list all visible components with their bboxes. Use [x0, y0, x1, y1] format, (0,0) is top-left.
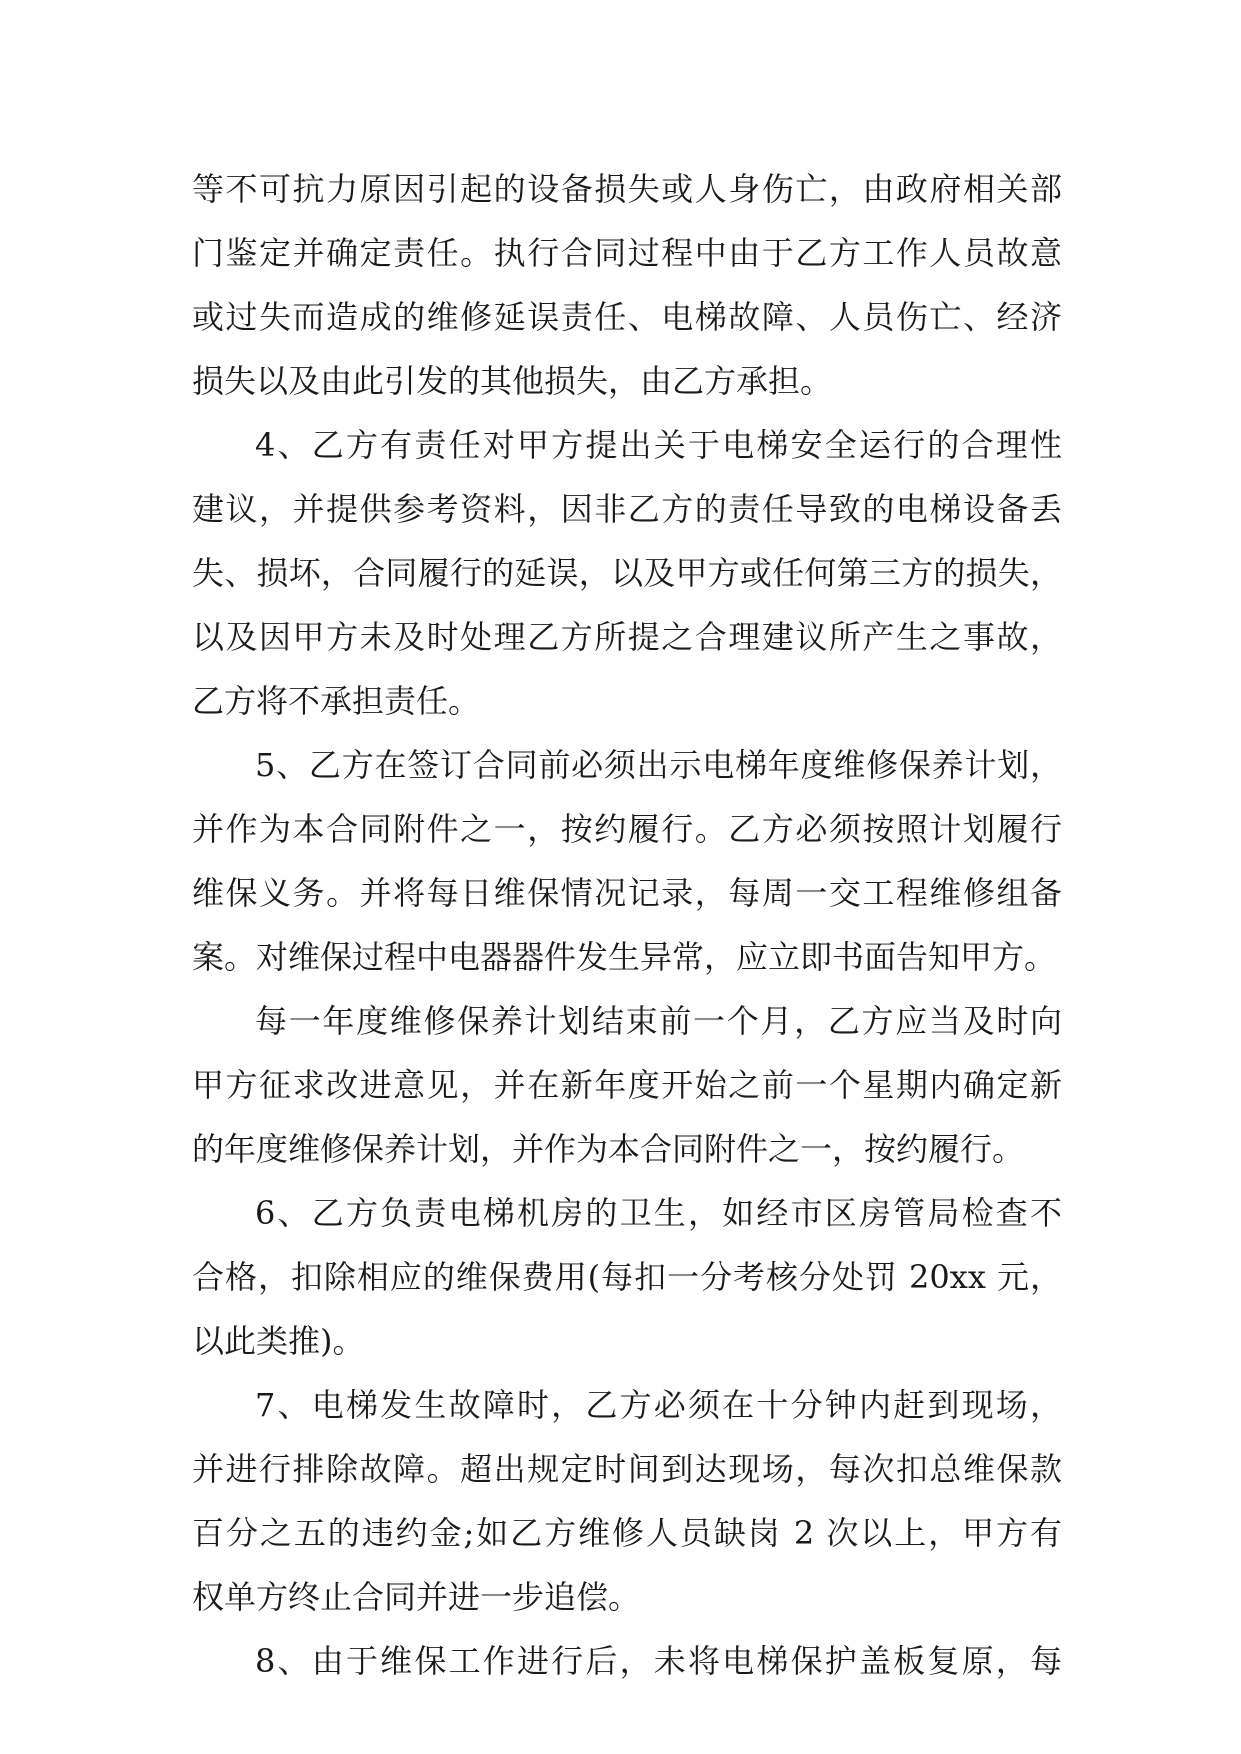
text-line: 6、乙方负责电梯机房的卫生，如经市区房管局检查不	[255, 1194, 1062, 1232]
text-line: 4、乙方有责任对甲方提出关于电梯安全运行的合理性	[255, 426, 1062, 464]
text-line: 5、乙方在签订合同前必须出示电梯年度维修保养计划，	[255, 746, 1062, 784]
text-line: 合格，扣除相应的维保费用(每扣一分考核分处罚 20xx 元，	[192, 1258, 1062, 1296]
text-line: 乙方将不承担责任。	[192, 682, 481, 720]
text-line: 失、损坏，合同履行的延误，以及甲方或任何第三方的损失，	[192, 554, 1062, 592]
text-line: 等不可抗力原因引起的设备损失或人身伤亡，由政府相关部	[192, 170, 1062, 208]
text-line: 7、电梯发生故障时，乙方必须在十分钟内赶到现场，	[255, 1386, 1062, 1424]
text-line: 权单方终止合同并进一步追偿。	[192, 1578, 641, 1616]
text-line: 百分之五的违约金;如乙方维修人员缺岗 2 次以上，甲方有	[192, 1514, 1062, 1552]
text-line: 损失以及由此引发的其他损失，由乙方承担。	[192, 362, 833, 400]
text-line: 以此类推)。	[192, 1322, 365, 1360]
text-line: 门鉴定并确定责任。执行合同过程中由于乙方工作人员故意	[192, 234, 1062, 272]
text-line: 甲方征求改进意见，并在新年度开始之前一个星期内确定新	[192, 1066, 1062, 1104]
text-line: 建议，并提供参考资料，因非乙方的责任导致的电梯设备丢	[192, 490, 1062, 528]
text-line: 维保义务。并将每日维保情况记录，每周一交工程维修组备	[192, 874, 1062, 912]
text-line: 以及因甲方未及时处理乙方所提之合理建议所产生之事故，	[192, 618, 1062, 656]
text-line: 8、由于维保工作进行后，未将电梯保护盖板复原，每	[255, 1642, 1062, 1680]
document-body	[192, 157, 1062, 1693]
text-line: 并进行排除故障。超出规定时间到达现场，每次扣总维保款	[192, 1450, 1062, 1488]
text-line: 并作为本合同附件之一，按约履行。乙方必须按照计划履行	[192, 810, 1062, 848]
text-line: 案。对维保过程中电器器件发生异常，应立即书面告知甲方。	[192, 938, 1057, 976]
text-line: 或过失而造成的维修延误责任、电梯故障、人员伤亡、经济	[192, 298, 1062, 336]
text-line: 的年度维修保养计划，并作为本合同附件之一，按约履行。	[192, 1130, 1025, 1168]
text-line: 每一年度维修保养计划结束前一个月，乙方应当及时向	[255, 1002, 1062, 1040]
